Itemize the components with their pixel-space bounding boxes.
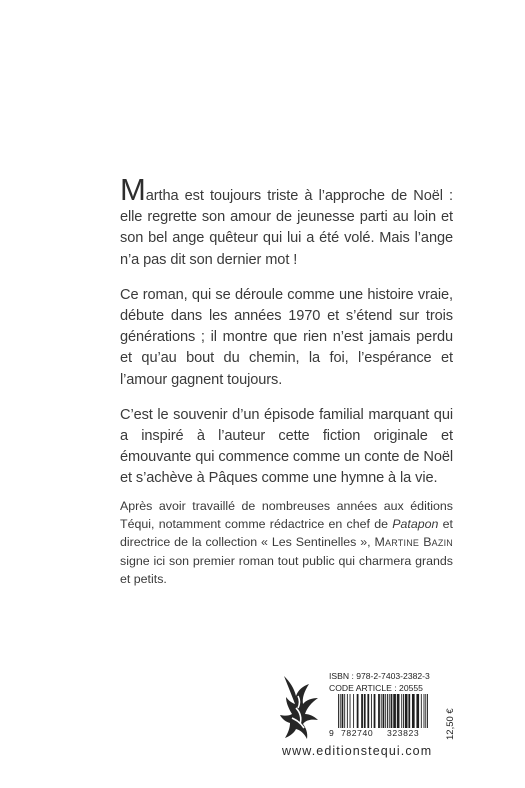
blurb-paragraph-1-text: artha est toujours triste à l’approche de Noël : elle regrette son amour de jeunesse parti au loin et son bel ange quêteur qui lui a été volé. Mais l’ange n’a pas dit son dernier mot ! xyxy=(120,188,453,268)
barcode-bar xyxy=(401,694,402,728)
barcode-block xyxy=(329,694,429,740)
barcode-bar xyxy=(421,694,422,728)
barcode-bar xyxy=(393,694,396,728)
barcode-bar xyxy=(374,694,376,728)
barcode-bar xyxy=(353,694,354,728)
barcode-bar xyxy=(364,694,366,728)
barcode-bar xyxy=(425,694,426,728)
barcode-bar xyxy=(424,694,425,728)
magazine-title: Patapon xyxy=(392,517,439,532)
barcode-bar xyxy=(338,694,339,728)
barcode-bar xyxy=(357,694,359,728)
barcode-bar xyxy=(342,694,344,728)
barcode-bar xyxy=(378,694,380,728)
author-name: Martine Bazin xyxy=(374,535,453,550)
barcode-bar xyxy=(389,694,390,728)
blurb-paragraph-2: Ce roman, qui se déroule comme une histoire vraie, débute dans les années 1970 et s’étend sur trois générations ; il montre que rien n’est jamais perdu et qu’au bout du chemin, la foi, l’espérance et l’amour gagnent toujours. xyxy=(120,286,453,388)
barcode-bar xyxy=(403,694,404,728)
barcode-bar xyxy=(412,694,415,728)
barcode-bar xyxy=(347,694,348,728)
barcode-bar xyxy=(427,694,428,728)
barcode xyxy=(338,694,428,728)
code-article: CODE ARTICLE : 20555 xyxy=(329,682,423,693)
angel-logo-icon xyxy=(276,672,326,742)
barcode-bar xyxy=(408,694,410,728)
blurb-paragraph-1 xyxy=(120,172,453,271)
barcode-bar xyxy=(371,694,372,728)
barcode-bar xyxy=(367,694,369,728)
blurb-paragraph-3: C’est le souvenir d’un épisode familial marquant qui a inspiré à l’auteur cette fiction originale et émouvante qui commence comme un conte de Noël et s’achève à Pâques comme une hymne à la vie. xyxy=(120,406,453,487)
barcode-bar xyxy=(387,694,388,728)
author-bio xyxy=(120,497,453,588)
publisher-website: www.editionstequi.com xyxy=(282,744,433,758)
barcode-bar xyxy=(383,694,385,728)
barcode-bar xyxy=(344,694,345,728)
price: 12,50 € xyxy=(445,708,456,740)
barcode-digits-left: 782740 xyxy=(341,728,374,738)
blurb-text xyxy=(120,172,453,504)
drop-cap: M xyxy=(120,172,146,207)
bio-text-1: Après avoir travaillé de nombreuses années aux éditions Téqui, notamment comme rédactrice en chef de xyxy=(120,499,453,532)
bio-text-3: signe ici son premier roman tout public qui charmera grands et petits. xyxy=(120,553,453,586)
barcode-bar xyxy=(350,694,351,728)
barcode-bar xyxy=(391,694,393,728)
barcode-bar xyxy=(340,694,341,728)
barcode-bar xyxy=(361,694,363,728)
barcode-bar xyxy=(416,694,419,728)
barcode-bar xyxy=(397,694,400,728)
barcode-bar xyxy=(385,694,386,728)
barcode-bar xyxy=(381,694,382,728)
book-metadata xyxy=(329,671,430,694)
barcode-digit-first: 9 xyxy=(329,728,335,738)
barcode-bar xyxy=(405,694,408,728)
bio-text-2: et directrice de la collection « Les Sentinelles », xyxy=(120,517,453,550)
barcode-digits-right: 323823 xyxy=(387,728,420,738)
isbn: ISBN : 978-2-7403-2382-3 xyxy=(329,671,430,681)
